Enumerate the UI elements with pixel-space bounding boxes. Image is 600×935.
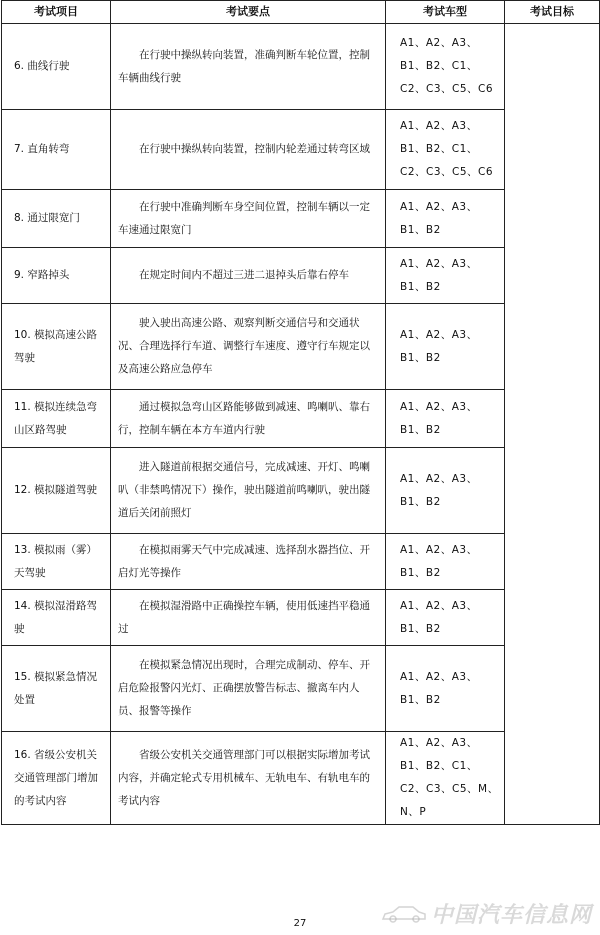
exam-point-cell: 驶入驶出高速公路、观察判断交通信号和交通状况、合理选择行车道、调整行车速度、遵守行车规定以及高速公路应急停车 — [111, 304, 386, 390]
exam-point-cell: 在规定时间内不超过三进二退掉头后靠右停车 — [111, 248, 386, 304]
exam-point-cell: 通过模拟急弯山区路能够做到减速、鸣喇叭、靠右行，控制车辆在本方车道内行驶 — [111, 390, 386, 448]
table-row — [2, 24, 600, 110]
exam-point-cell: 在模拟湿滑路中正确操控车辆，使用低速挡平稳通过 — [111, 590, 386, 646]
exam-item-cell: 6. 曲线行驶 — [2, 24, 111, 110]
header-exam-item: 考试项目 — [2, 1, 111, 24]
table-header — [2, 1, 600, 24]
exam-item-cell: 9. 窄路掉头 — [2, 248, 111, 304]
vehicle-type-cell: A1、A2、A3、B1、B2、C1、C2、C3、C5、C6 — [386, 110, 505, 190]
watermark-text: 中国汽车信息网 — [430, 903, 592, 928]
exam-item-cell: 7. 直角转弯 — [2, 110, 111, 190]
vehicle-type-cell: A1、A2、A3、B1、B2 — [386, 448, 505, 534]
exam-point-cell: 省级公安机关交通管理部门可以根据实际增加考试内容，并确定轮式专用机械车、无轨电车、有轨电车的考试内容 — [111, 732, 386, 825]
exam-point-cell: 进入隧道前根据交通信号，完成减速、开灯、鸣喇叭（非禁鸣情况下）操作，驶出隧道前鸣喇叭，驶出隧道后关闭前照灯 — [111, 448, 386, 534]
exam-item-cell: 15. 模拟紧急情况处置 — [2, 646, 111, 732]
vehicle-type-cell: A1、A2、A3、B1、B2 — [386, 390, 505, 448]
header-exam-point: 考试要点 — [111, 1, 386, 24]
exam-item-cell: 13. 模拟雨（雾）天驾驶 — [2, 534, 111, 590]
exam-point-cell: 在模拟雨雾天气中完成减速、选择刮水器挡位、开启灯光等操作 — [111, 534, 386, 590]
exam-item-cell: 10. 模拟高速公路驾驶 — [2, 304, 111, 390]
vehicle-type-cell: A1、A2、A3、B1、B2 — [386, 646, 505, 732]
vehicle-type-cell: A1、A2、A3、B1、B2、C1、C2、C3、C5、C6 — [386, 24, 505, 110]
exam-point-cell: 在行驶中准确判断车身空间位置，控制车辆以一定车速通过限宽门 — [111, 190, 386, 248]
header-vehicle-type: 考试车型 — [386, 1, 505, 24]
exam-item-cell: 11. 模拟连续急弯山区路驾驶 — [2, 390, 111, 448]
exam-goal-cell — [505, 24, 600, 825]
header-exam-goal: 考试目标 — [505, 1, 600, 24]
vehicle-type-cell: A1、A2、A3、B1、B2 — [386, 534, 505, 590]
vehicle-type-cell: A1、A2、A3、B1、B2 — [386, 248, 505, 304]
vehicle-type-cell: A1、A2、A3、B1、B2 — [386, 304, 505, 390]
exam-item-cell: 8. 通过限宽门 — [2, 190, 111, 248]
exam-point-cell: 在行驶中操纵转向装置，准确判断车轮位置，控制车辆曲线行驶 — [111, 24, 386, 110]
vehicle-type-cell: A1、A2、A3、B1、B2、C1、C2、C3、C5、M、N、P — [386, 732, 505, 825]
exam-point-cell: 在模拟紧急情况出现时，合理完成制动、停车、开启危险报警闪光灯、正确摆放警告标志、撤离车内人员、报警等操作 — [111, 646, 386, 732]
exam-item-cell: 14. 模拟湿滑路驾驶 — [2, 590, 111, 646]
exam-item-cell: 12. 模拟隧道驾驶 — [2, 448, 111, 534]
exam-table — [1, 0, 600, 825]
vehicle-type-cell: A1、A2、A3、B1、B2 — [386, 190, 505, 248]
vehicle-type-cell: A1、A2、A3、B1、B2 — [386, 590, 505, 646]
exam-point-cell: 在行驶中操纵转向装置，控制内轮差通过转弯区域 — [111, 110, 386, 190]
page-number: 27 — [293, 918, 307, 929]
exam-item-cell: 16. 省级公安机关交通管理部门增加的考试内容 — [2, 732, 111, 825]
